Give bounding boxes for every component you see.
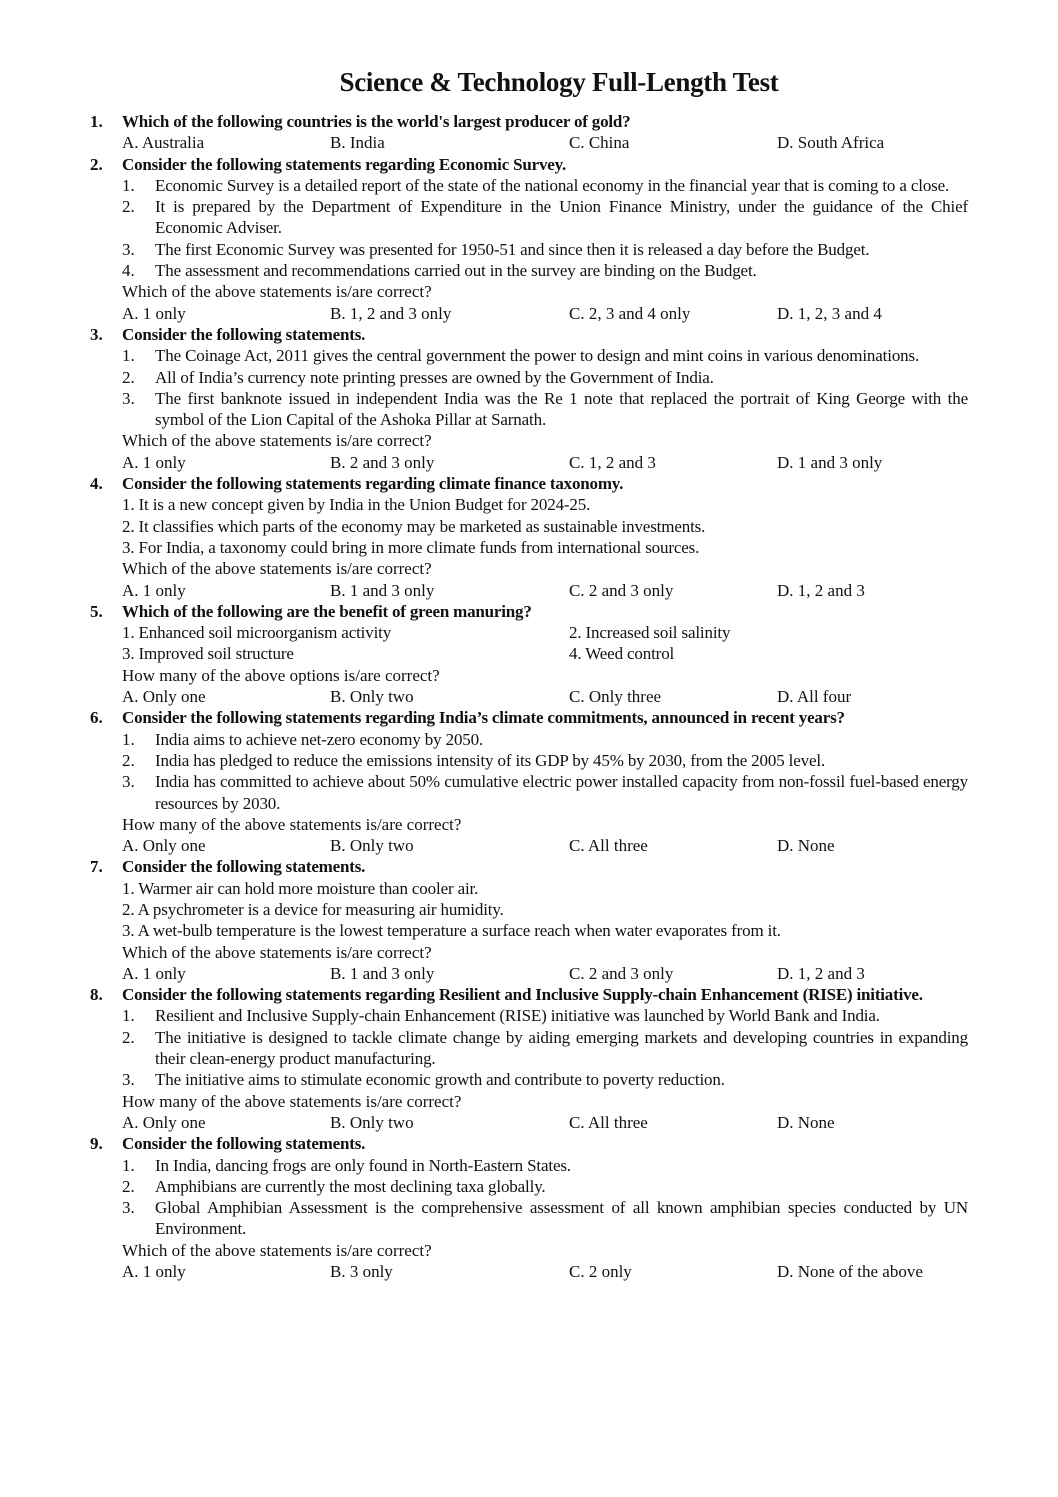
question-number: 7. <box>90 857 103 877</box>
option-a: A. 1 only <box>122 963 186 983</box>
option-a: A. 1 only <box>122 303 186 323</box>
question-number: 8. <box>90 985 103 1005</box>
question-prompt: Which of the above statements is/are correct? <box>122 282 432 302</box>
option-a: A. Australia <box>122 133 205 153</box>
question-6 <box>90 707 968 856</box>
answer-options <box>122 963 968 984</box>
answer-options <box>122 452 968 473</box>
option-a: A. 1 only <box>122 580 186 600</box>
question-list <box>90 111 968 1282</box>
question-prompt: Which of the above statements is/are correct? <box>122 942 432 962</box>
statement-number: 1. <box>122 729 135 749</box>
statement: 3. For India, a taxonomy could bring in more climate funds from international sources. <box>122 537 700 557</box>
question-text: Consider the following statements. <box>122 1134 366 1154</box>
statement <box>122 1027 968 1070</box>
option-d: D. All four <box>777 687 852 707</box>
option-c: C. All three <box>569 836 648 856</box>
statement: 2. It classifies which parts of the economy may be marketed as sustainable investments. <box>122 516 706 536</box>
statement <box>122 196 968 239</box>
answer-options <box>122 580 968 601</box>
option-d: D. 1, 2, 3 and 4 <box>777 303 882 323</box>
option-a: A. Only one <box>122 1112 206 1132</box>
question-prompt: Which of the above statements is/are correct? <box>122 559 432 579</box>
option-d: D. None <box>777 836 835 856</box>
statement <box>122 1069 968 1090</box>
answer-options <box>122 1261 968 1282</box>
statement-text: The first banknote issued in independent India was the Re 1 note that replaced the portrait of King George with the symbol of the Lion Capital of the Ashoka Pillar at Sarnath. <box>155 388 968 430</box>
statement-text: The initiative is designed to tackle climate change by aiding emerging markets and developing countries in expanding their clean-energy product manufacturing. <box>155 1027 968 1069</box>
statement-number: 3. <box>122 772 135 792</box>
statement-text: The initiative aims to stimulate economic growth and contribute to poverty reduction. <box>155 1070 725 1090</box>
option-c: C. 2 and 3 only <box>569 580 674 600</box>
question-prompt: How many of the above statements is/are correct? <box>122 1091 462 1111</box>
question-header <box>90 154 968 175</box>
statement-number: 2. <box>122 750 135 770</box>
option-c: C. All three <box>569 1112 648 1132</box>
statement-number: 3. <box>122 239 135 259</box>
statement: 1. It is a new concept given by India in the Union Budget for 2024-25. <box>122 495 591 515</box>
statement-text: India aims to achieve net-zero economy by 2050. <box>155 729 484 749</box>
option-d: D. 1, 2 and 3 <box>777 580 865 600</box>
question-1 <box>90 111 968 154</box>
statement: 2. A psychrometer is a device for measuring air humidity. <box>122 899 504 919</box>
option-a: A. Only one <box>122 836 206 856</box>
question-header <box>90 111 968 132</box>
statement-number: 4. <box>122 261 135 281</box>
question-text: Which of the following countries is the world's largest producer of gold? <box>122 112 631 131</box>
question-number: 1. <box>90 112 103 131</box>
statement-text: The first Economic Survey was presented for 1950-51 and since then it is released a day before the Budget. <box>155 239 870 259</box>
option-c: C. 2 and 3 only <box>569 963 674 983</box>
option-b: B. Only two <box>330 836 414 856</box>
question-7 <box>90 856 968 984</box>
question-text: Consider the following statements regarding climate finance taxonomy. <box>122 474 624 494</box>
question-3 <box>90 324 968 473</box>
question-header <box>90 984 968 1005</box>
statement-text: All of India’s currency note printing presses are owned by the Government of India. <box>155 367 714 387</box>
question-text: Consider the following statements regarding Economic Survey. <box>122 154 566 174</box>
statement-number: 1. <box>122 1006 135 1026</box>
statement-number: 2. <box>122 197 135 217</box>
statement-text: Amphibians are currently the most declining taxa globally. <box>155 1176 546 1196</box>
question-number: 6. <box>90 708 103 728</box>
option-d: D. 1, 2 and 3 <box>777 963 865 983</box>
option-c: C. Only three <box>569 687 662 707</box>
question-text: Consider the following statements. <box>122 324 366 344</box>
question-2 <box>90 154 968 324</box>
statement: 1. Warmer air can hold more moisture than cooler air. <box>122 878 479 898</box>
option-d: D. 1 and 3 only <box>777 452 883 472</box>
option-b: B. 3 only <box>330 1262 393 1282</box>
question-body <box>122 345 968 473</box>
statement <box>122 388 968 431</box>
option-b: B. India <box>330 133 385 153</box>
question-prompt: How many of the above statements is/are correct? <box>122 814 462 834</box>
option-c: C. 1, 2 and 3 <box>569 452 656 472</box>
question-header <box>90 856 968 877</box>
question-body <box>122 1005 968 1133</box>
question-header <box>90 324 968 345</box>
question-number: 9. <box>90 1134 103 1154</box>
option-c: C. 2, 3 and 4 only <box>569 303 691 323</box>
question-header <box>90 1133 968 1154</box>
answer-options <box>122 686 968 707</box>
statement <box>122 729 968 750</box>
statement <box>122 1005 968 1026</box>
answer-options <box>122 1112 968 1133</box>
statement-number: 1. <box>122 1155 135 1175</box>
statement-number: 3. <box>122 388 135 408</box>
answer-options <box>122 132 968 153</box>
question-text: Consider the following statements. <box>122 857 366 877</box>
statement-number: 3. <box>122 1070 135 1090</box>
option-a: A. 1 only <box>122 452 186 472</box>
statement-text: Global Amphibian Assessment is the comprehensive assessment of all known amphibian species conducted by UN Environment. <box>155 1198 968 1239</box>
statement-text: The assessment and recommendations carried out in the survey are binding on the Budget. <box>155 261 757 281</box>
answer-options <box>122 303 968 324</box>
question-prompt: Which of the above statements is/are correct? <box>122 431 432 451</box>
question-5 <box>90 601 968 707</box>
document-page <box>90 66 968 1282</box>
statement: 2. Increased soil salinity <box>569 623 731 643</box>
option-b: B. 1 and 3 only <box>330 963 435 983</box>
question-number: 4. <box>90 474 103 494</box>
option-d: D. South Africa <box>777 133 885 153</box>
question-text: Consider the following statements regarding Resilient and Inclusive Supply-chain Enhancement (RISE) initiative. <box>122 985 923 1005</box>
question-header <box>90 601 968 622</box>
page-title: Science & Technology Full-Length Test <box>339 67 779 97</box>
statement-number: 2. <box>122 1176 135 1196</box>
question-body <box>122 132 968 153</box>
question-number: 2. <box>90 154 103 174</box>
question-8 <box>90 984 968 1133</box>
question-prompt: How many of the above options is/are correct? <box>122 665 440 685</box>
option-a: A. Only one <box>122 687 206 707</box>
statement: 4. Weed control <box>569 644 675 664</box>
question-number: 5. <box>90 601 103 621</box>
statement-text: India has committed to achieve about 50% cumulative electric power installed capacity from non-fossil fuel-based energy resources by 2030. <box>155 772 968 813</box>
question-body <box>122 175 968 324</box>
statement <box>122 771 968 814</box>
statement <box>122 175 968 196</box>
statement-number: 3. <box>122 1198 135 1218</box>
statement-text: India has pledged to reduce the emissions intensity of its GDP by 45% by 2030, from the 2005 level. <box>155 750 826 770</box>
option-d: D. None of the above <box>777 1262 923 1282</box>
statement-number: 2. <box>122 367 135 387</box>
option-b: B. 1 and 3 only <box>330 580 435 600</box>
statement-number: 2. <box>122 1027 135 1047</box>
question-body <box>122 729 968 857</box>
option-c: C. 2 only <box>569 1262 632 1282</box>
statement <box>122 239 968 260</box>
option-a: A. 1 only <box>122 1262 186 1282</box>
question-body <box>122 494 968 600</box>
statement <box>122 345 968 366</box>
option-d: D. None <box>777 1112 835 1132</box>
question-number: 3. <box>90 324 103 344</box>
question-header <box>90 473 968 494</box>
question-9 <box>90 1133 968 1282</box>
question-text: Which of the following are the benefit of green manuring? <box>122 601 532 621</box>
statement: 3. A wet-bulb temperature is the lowest temperature a surface reach when water evaporates from it. <box>122 921 781 941</box>
statement <box>122 367 968 388</box>
option-b: B. 1, 2 and 3 only <box>330 303 452 323</box>
statement <box>122 1176 968 1197</box>
statement: 1. Enhanced soil microorganism activity <box>122 623 392 643</box>
question-body <box>122 878 968 984</box>
question-4 <box>90 473 968 601</box>
option-b: B. Only two <box>330 1112 414 1132</box>
answer-options <box>122 835 968 856</box>
statement-text: The Coinage Act, 2011 gives the central government the power to design and mint coins in various denominations. <box>155 346 920 366</box>
option-c: C. China <box>569 133 630 153</box>
question-header <box>90 707 968 728</box>
statement <box>122 1155 968 1176</box>
statement <box>122 1197 968 1240</box>
question-body <box>122 1155 968 1283</box>
statement <box>122 750 968 771</box>
question-prompt: Which of the above statements is/are correct? <box>122 1240 432 1260</box>
statement-number: 1. <box>122 346 135 366</box>
statement-number: 1. <box>122 175 135 195</box>
question-body <box>122 622 968 707</box>
statement-text: It is prepared by the Department of Expenditure in the Union Finance Ministry, under the guidance of the Chief Economic Adviser. <box>155 197 968 238</box>
statement <box>122 260 968 281</box>
statement-text: Resilient and Inclusive Supply-chain Enhancement (RISE) initiative was launched by World Bank and India. <box>155 1006 880 1026</box>
option-b: B. 2 and 3 only <box>330 452 435 472</box>
question-text: Consider the following statements regarding India’s climate commitments, announced in recent years? <box>122 708 845 728</box>
statement: 3. Improved soil structure <box>122 644 294 664</box>
statement-text: In India, dancing frogs are only found in North-Eastern States. <box>155 1155 571 1175</box>
option-b: B. Only two <box>330 687 414 707</box>
statement-grid <box>122 622 968 665</box>
statement-text: Economic Survey is a detailed report of the state of the national economy in the financial year that is coming to a close. <box>155 175 950 195</box>
